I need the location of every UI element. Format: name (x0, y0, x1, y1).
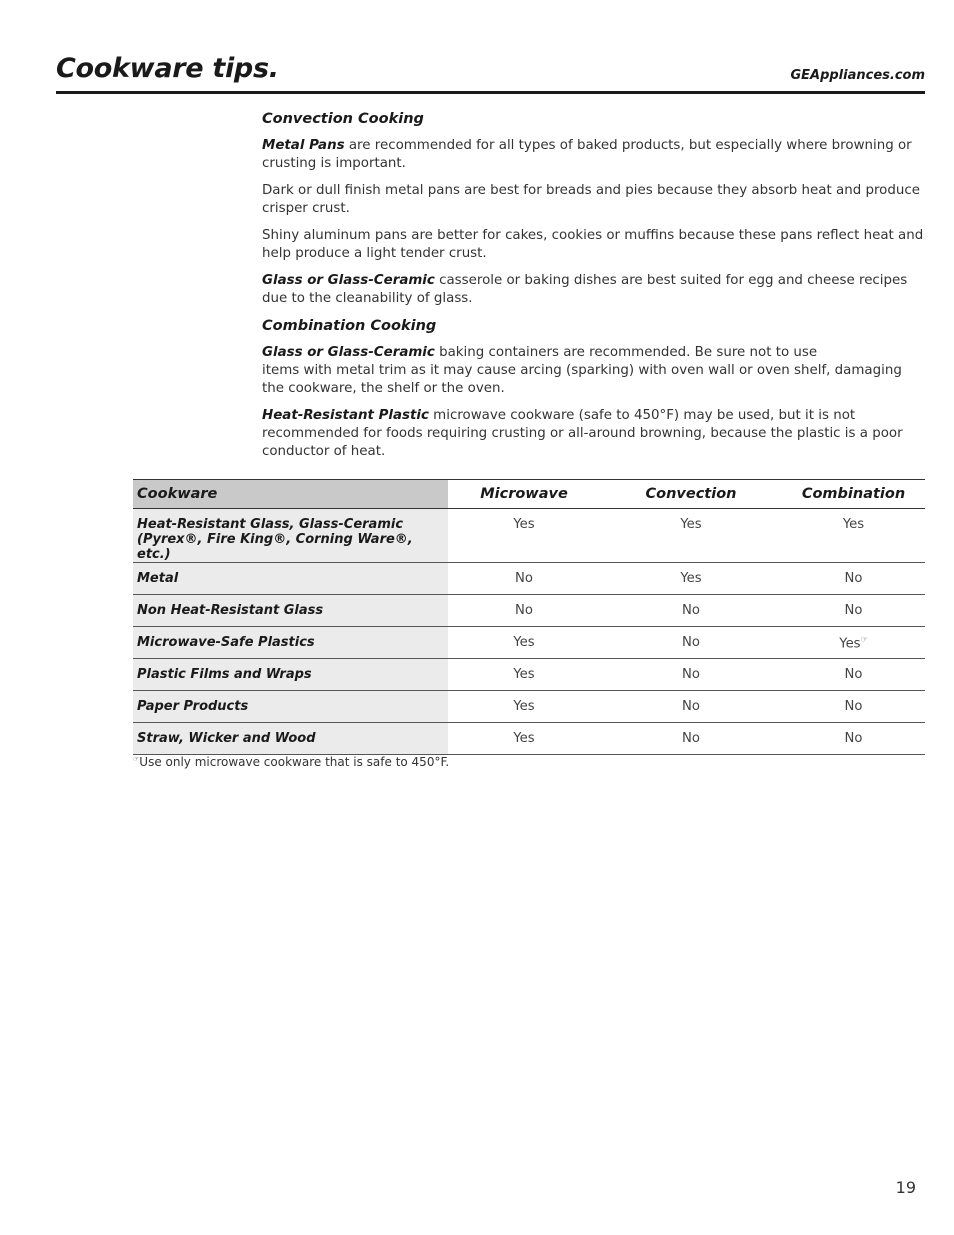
combination-cell: No (782, 563, 925, 595)
convection-cell: Yes (600, 509, 782, 563)
microwave-cell: Yes (448, 659, 600, 691)
metal-pans-text: are recommended for all types of baked products, but especially where browning or crusting is important. (262, 138, 912, 171)
glass-combination-lead: Glass or Glass-Ceramic (262, 345, 435, 360)
table-row (133, 509, 925, 563)
cookware-name: Paper Products (133, 691, 448, 723)
cookware-name: Non Heat-Resistant Glass (133, 595, 448, 627)
cookware-name: Straw, Wicker and Wood (133, 723, 448, 755)
header-microwave: Microwave (448, 480, 600, 509)
convection-cell: Yes (600, 563, 782, 595)
header-combination: Combination (782, 480, 925, 509)
combination-cell: Yes (782, 509, 925, 563)
convection-heading: Convection Cooking (262, 111, 424, 127)
footnote-text: Use only microwave cookware that is safe to 450°F. (139, 755, 450, 769)
metal-pans-paragraph (262, 137, 926, 173)
plastic-lead: Heat-Resistant Plastic (262, 408, 429, 423)
cookware-name-cell (133, 509, 448, 563)
table-row (133, 723, 925, 755)
combination-value: Yes (839, 636, 861, 652)
main-content (262, 110, 926, 470)
shiny-pans-paragraph: Shiny aluminum pans are better for cakes, cookies or muffins because these pans reflect heat and help produce a light tender crust. (262, 228, 924, 261)
header-cookware: Cookware (133, 480, 448, 509)
table-row (133, 563, 925, 595)
convection-cell: No (600, 691, 782, 723)
cookware-name: Microwave-Safe Plastics (133, 627, 448, 659)
cookware-name: Heat-Resistant Glass, Glass-Ceramic (137, 517, 404, 532)
footnote-mark-icon: ☞ (133, 755, 140, 763)
glass-combination-paragraph (262, 344, 926, 398)
glass-combination-text-1: baking containers are recommended. Be sure not to use (434, 345, 818, 360)
table-footnote (133, 755, 449, 769)
microwave-cell: Yes (448, 509, 600, 563)
table-row (133, 627, 925, 659)
glass-convection-text: casserole or baking dishes are best suited for egg and cheese recipes due to the cleanability of glass. (262, 273, 908, 306)
cookware-name-detail: (Pyrex®, Fire King®, Corning Ware®, etc.) (137, 532, 413, 562)
cookware-table-wrapper (133, 479, 925, 755)
plastic-paragraph (262, 407, 926, 461)
cookware-table (133, 479, 925, 755)
combination-cell: No (782, 691, 925, 723)
microwave-cell: Yes (448, 723, 600, 755)
table-row (133, 659, 925, 691)
table-header-row (133, 480, 925, 509)
combination-cell: No (782, 659, 925, 691)
table-row (133, 691, 925, 723)
page-number: 19 (895, 1178, 916, 1197)
website-url: GEAppliances.com (790, 68, 925, 83)
combination-cell: No (782, 595, 925, 627)
page-title: Cookware tips. (56, 53, 279, 84)
glass-convection-paragraph (262, 272, 926, 308)
combination-heading: Combination Cooking (262, 318, 437, 334)
microwave-cell: No (448, 595, 600, 627)
combination-cell (782, 627, 925, 659)
microwave-cell: Yes (448, 691, 600, 723)
footnote-mark-icon: ☞ (860, 635, 868, 644)
cookware-name: Plastic Films and Wraps (133, 659, 448, 691)
dark-pans-paragraph: Dark or dull finish metal pans are best for breads and pies because they absorb heat and produce crisper crust. (262, 183, 920, 216)
plastic-text: microwave cookware (safe to 450°F) may be used, but it is not recommended for foods requiring crusting or all-around browning, because the plastic is a poor conductor of heat. (262, 408, 903, 459)
convection-cell: No (600, 723, 782, 755)
glass-convection-lead: Glass or Glass-Ceramic (262, 273, 435, 288)
cookware-name: Metal (133, 563, 448, 595)
glass-combination-text-2: items with metal trim as it may cause arcing (sparking) with oven wall or oven shelf, damaging the cookware, the shelf or the oven. (262, 363, 902, 396)
convection-cell: No (600, 595, 782, 627)
combination-cell: No (782, 723, 925, 755)
microwave-cell: No (448, 563, 600, 595)
convection-cell: No (600, 659, 782, 691)
header-convection: Convection (600, 480, 782, 509)
metal-pans-lead: Metal Pans (262, 138, 345, 153)
table-row (133, 595, 925, 627)
convection-cell: No (600, 627, 782, 659)
microwave-cell: Yes (448, 627, 600, 659)
header-divider (56, 91, 925, 94)
